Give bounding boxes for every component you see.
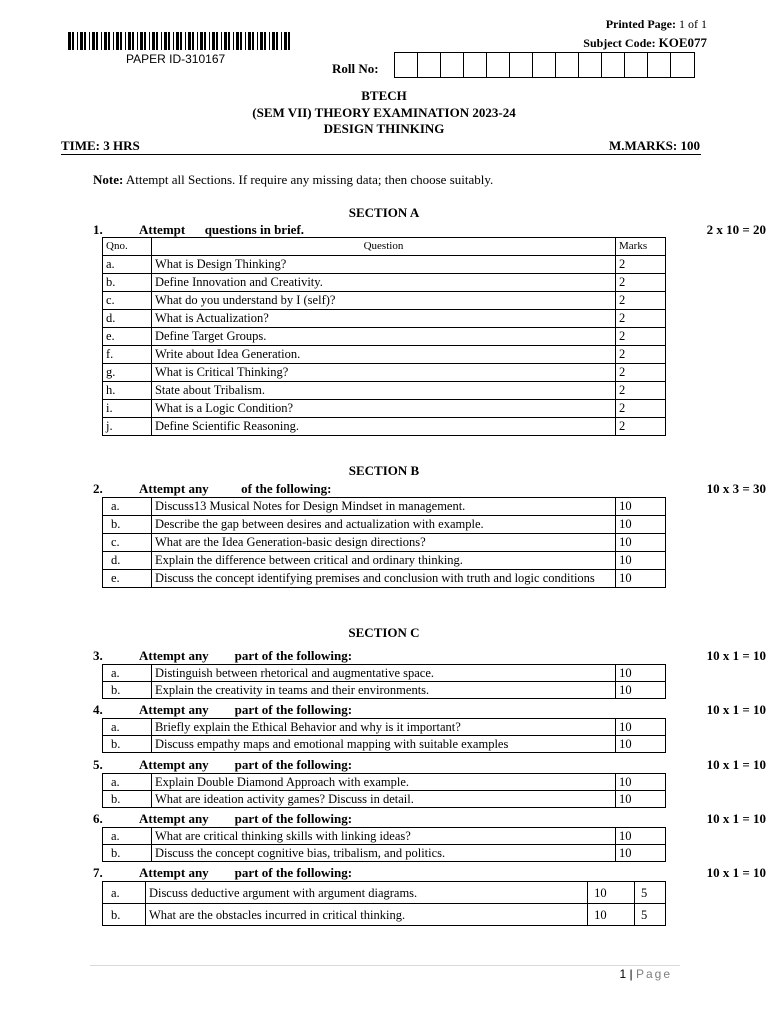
subject-code: [583, 35, 707, 51]
row-question: Explain the difference between critical and ordinary thinking.: [151, 552, 615, 570]
barcode-bar: [104, 32, 107, 50]
question-marks: 10 x 1 = 10: [706, 757, 766, 772]
row-marks: 10: [616, 682, 666, 699]
row-question: Discuss empathy maps and emotional mapping with suitable examples: [151, 736, 615, 753]
subject-title: DESIGN THINKING: [323, 121, 445, 136]
table-row: [103, 774, 666, 791]
row-question: Explain the creativity in teams and their environments.: [151, 682, 615, 699]
row-question: What is Critical Thinking?: [151, 364, 615, 382]
row-id: j.: [103, 418, 152, 436]
row-id: i.: [103, 400, 152, 418]
row-id: a.: [103, 828, 152, 845]
barcode-bar: [128, 32, 131, 50]
question-7-table: [102, 881, 666, 926]
barcode-bar: [236, 32, 239, 50]
question-1-heading: [93, 222, 766, 238]
header-rule: [61, 154, 701, 155]
row-marks: 2: [616, 382, 666, 400]
barcode-bar: [216, 32, 218, 50]
barcode-bar: [72, 32, 74, 50]
printed-page-value: 1 of 1: [679, 17, 707, 31]
section-c-heading: SECTION C: [348, 625, 420, 640]
question-marks: 10 x 1 = 10: [706, 648, 766, 663]
page-footer: [619, 967, 672, 981]
barcode-bar: [192, 32, 194, 50]
roll-no-box[interactable]: [487, 53, 510, 77]
row-marks: 2: [616, 328, 666, 346]
row-question: Discuss13 Musical Notes for Design Mindset in management.: [151, 498, 615, 516]
question-number: 2.: [93, 481, 103, 496]
table-row: [103, 292, 666, 310]
question-7-heading: [93, 865, 766, 881]
roll-no-box[interactable]: [441, 53, 464, 77]
row-question: What is Actualization?: [151, 310, 615, 328]
barcode-bar: [173, 32, 174, 50]
subject-code-value: KOE077: [658, 35, 707, 50]
barcode-bar: [209, 32, 210, 50]
barcode-bar: [248, 32, 251, 50]
row-id: a.: [103, 719, 152, 736]
header-question: Question: [151, 238, 615, 256]
exam-time: TIME: 3 HRS: [61, 138, 140, 153]
question-3-heading: [93, 648, 766, 664]
barcode-bar: [221, 32, 222, 50]
row-question: What are critical thinking skills with linking ideas?: [151, 828, 615, 845]
section-a-heading: SECTION A: [348, 205, 420, 220]
row-extra: 5: [635, 882, 666, 904]
barcode-bar: [284, 32, 287, 50]
header-qno: Qno.: [103, 238, 152, 256]
barcode-bar: [245, 32, 246, 50]
row-marks: 10: [616, 736, 666, 753]
barcode-bar: [233, 32, 234, 50]
barcode-bar: [156, 32, 158, 50]
question-4-heading: [93, 702, 766, 718]
barcode-bar: [84, 32, 86, 50]
table-row: [103, 570, 666, 588]
question-instruction: Attempt any part of the following:: [139, 811, 353, 826]
row-marks: 10: [616, 534, 666, 552]
row-marks: 2: [616, 274, 666, 292]
barcode-bar: [77, 32, 78, 50]
row-extra: 5: [635, 904, 666, 926]
question-instruction: Attempt any part of the following:: [139, 702, 353, 717]
barcode-bar: [260, 32, 263, 50]
question-3-table: [102, 664, 666, 699]
row-marks: 2: [616, 364, 666, 382]
question-marks: 10 x 1 = 10: [706, 865, 766, 880]
row-id: a.: [103, 498, 152, 516]
row-id: e.: [103, 570, 152, 588]
table-row: [103, 274, 666, 292]
question-instruction: Attempt any of the following:: [139, 481, 332, 496]
printed-page-label: Printed Page:: [605, 17, 676, 31]
roll-no-box[interactable]: [648, 53, 671, 77]
row-question: Define Target Groups.: [151, 328, 615, 346]
roll-no-box[interactable]: [395, 53, 418, 77]
barcode-bar: [180, 32, 182, 50]
barcode-bar: [276, 32, 278, 50]
row-marks: 10: [616, 498, 666, 516]
question-instruction: Attempt any part of the following:: [139, 865, 353, 880]
degree-title: BTECH: [361, 88, 407, 103]
table-row: [103, 845, 666, 862]
question-instruction: Attempt any part of the following:: [139, 648, 353, 663]
question-number: 1.: [93, 222, 103, 237]
row-marks: 2: [616, 400, 666, 418]
barcode-bar: [224, 32, 227, 50]
barcode-bar: [212, 32, 215, 50]
row-id: a.: [103, 774, 152, 791]
row-marks: 10: [616, 570, 666, 588]
row-marks: 10: [616, 774, 666, 791]
roll-no-box[interactable]: [602, 53, 625, 77]
page-number: 1: [619, 967, 627, 981]
row-id: d.: [103, 552, 152, 570]
paper-id: PAPER ID-310167: [126, 52, 226, 66]
row-id: b.: [103, 516, 152, 534]
barcode-bar: [161, 32, 162, 50]
roll-no-box[interactable]: [579, 53, 602, 77]
row-question: Discuss the concept cognitive bias, tribalism, and politics.: [151, 845, 615, 862]
exam-title: (SEM VII) THEORY EXAMINATION 2023-24: [252, 105, 516, 120]
row-id: c.: [103, 292, 152, 310]
roll-no-box[interactable]: [464, 53, 487, 77]
question-5-table: [102, 773, 666, 808]
max-marks: M.MARKS: 100: [609, 138, 700, 153]
table-row: [103, 665, 666, 682]
table-row: [103, 828, 666, 845]
row-id: a.: [103, 256, 152, 274]
question-6-table: [102, 827, 666, 862]
row-question: What are ideation activity games? Discuss in detail.: [151, 791, 615, 808]
table-row: [103, 736, 666, 753]
barcode-bar: [252, 32, 254, 50]
row-marks: 10: [616, 516, 666, 534]
question-2-heading: [93, 481, 766, 497]
barcode-bar: [272, 32, 275, 50]
row-question: Define Scientific Reasoning.: [151, 418, 615, 436]
barcode-bar: [176, 32, 179, 50]
question-marks: 10 x 3 = 30: [706, 481, 766, 496]
question-instruction: Attempt any part of the following:: [139, 757, 353, 772]
row-marks: 10: [588, 904, 635, 926]
row-id: f.: [103, 346, 152, 364]
barcode-bar: [228, 32, 230, 50]
row-question: Describe the gap between desires and actualization with example.: [151, 516, 615, 534]
roll-no-box[interactable]: [418, 53, 441, 77]
row-marks: 2: [616, 256, 666, 274]
row-marks: 10: [616, 665, 666, 682]
row-id: e.: [103, 328, 152, 346]
row-id: b.: [103, 845, 152, 862]
question-number: 3.: [93, 648, 103, 663]
barcode-bar: [188, 32, 191, 50]
barcode-bar: [281, 32, 282, 50]
barcode-bar: [197, 32, 198, 50]
roll-no-box[interactable]: [533, 53, 556, 77]
barcode-bar: [288, 32, 290, 50]
barcode-bar: [185, 32, 186, 50]
barcode-bar: [257, 32, 258, 50]
barcode-bar: [101, 32, 102, 50]
table-row: [103, 418, 666, 436]
row-marks: 2: [616, 310, 666, 328]
row-question: What is Design Thinking?: [151, 256, 615, 274]
table-row: [103, 552, 666, 570]
barcode-bar: [204, 32, 206, 50]
barcode-bar: [120, 32, 122, 50]
table-row: [103, 682, 666, 699]
question-marks: 2 x 10 = 20: [706, 222, 766, 237]
page-separator: |: [626, 967, 636, 981]
barcode-bar: [108, 32, 110, 50]
table-row: [103, 516, 666, 534]
table-row: [103, 310, 666, 328]
row-id: b.: [103, 791, 152, 808]
question-number: 4.: [93, 702, 103, 717]
roll-no-box[interactable]: [625, 53, 648, 77]
barcode-bar: [132, 32, 134, 50]
table-row: [103, 364, 666, 382]
roll-no-box[interactable]: [510, 53, 533, 77]
row-question: What do you understand by I (self)?: [151, 292, 615, 310]
roll-no-box[interactable]: [671, 53, 694, 77]
barcode-bar: [264, 32, 266, 50]
row-marks: 10: [616, 845, 666, 862]
question-marks: 10 x 1 = 10: [706, 811, 766, 826]
barcode-bar: [116, 32, 119, 50]
question-number: 6.: [93, 811, 103, 826]
row-marks: 10: [588, 882, 635, 904]
table-row: [103, 791, 666, 808]
barcode-bar: [92, 32, 95, 50]
barcode-bar: [89, 32, 90, 50]
row-marks: 10: [616, 552, 666, 570]
row-id: c.: [103, 534, 152, 552]
question-number: 7.: [93, 865, 103, 880]
barcode-bar: [269, 32, 270, 50]
row-id: b.: [103, 904, 146, 926]
table-row: [103, 400, 666, 418]
table-row: [103, 328, 666, 346]
row-marks: 2: [616, 292, 666, 310]
row-id: b.: [103, 736, 152, 753]
row-question: What are the obstacles incurred in critical thinking.: [145, 904, 587, 926]
roll-no-box[interactable]: [556, 53, 579, 77]
row-marks: 2: [616, 418, 666, 436]
row-question: State about Tribalism.: [151, 382, 615, 400]
table-row: [103, 382, 666, 400]
row-id: a.: [103, 882, 146, 904]
row-question: Explain Double Diamond Approach with example.: [151, 774, 615, 791]
row-question: Write about Idea Generation.: [151, 346, 615, 364]
row-id: b.: [103, 274, 152, 292]
row-marks: 2: [616, 346, 666, 364]
barcode-bar: [149, 32, 150, 50]
row-id: a.: [103, 665, 152, 682]
subject-code-label: Subject Code:: [583, 36, 656, 50]
section-b-table: [102, 497, 666, 588]
section-a-table: [102, 237, 666, 436]
printed-page: [606, 17, 707, 32]
row-marks: 10: [616, 791, 666, 808]
row-question: Briefly explain the Ethical Behavior and why is it important?: [151, 719, 615, 736]
table-row: [103, 719, 666, 736]
barcode-bar: [80, 32, 83, 50]
question-instruction: Attempt questions in brief.: [139, 222, 305, 237]
barcode-bar: [240, 32, 242, 50]
page-word: Page: [635, 967, 672, 981]
row-marks: 10: [616, 719, 666, 736]
note-text: Attempt all Sections. If require any missing data; then choose suitably.: [123, 172, 494, 187]
table-row: [103, 498, 666, 516]
row-id: d.: [103, 310, 152, 328]
barcode-bar: [68, 32, 71, 50]
section-b-heading: SECTION B: [348, 463, 420, 478]
barcode-bar: [168, 32, 170, 50]
barcode-bar: [164, 32, 167, 50]
table-row: [103, 256, 666, 274]
question-number: 5.: [93, 757, 103, 772]
note-label: Note:: [93, 172, 124, 187]
table-row: [103, 346, 666, 364]
barcode-bar: [144, 32, 146, 50]
table-row: [103, 904, 666, 926]
barcode-bar: [113, 32, 114, 50]
note: [93, 172, 493, 188]
row-question: What are the Idea Generation-basic design directions?: [151, 534, 615, 552]
row-id: h.: [103, 382, 152, 400]
header-marks: Marks: [616, 238, 666, 256]
table-row: [103, 882, 666, 904]
barcode-bar: [125, 32, 126, 50]
table-row: [103, 534, 666, 552]
row-question: Discuss deductive argument with argument diagrams.: [145, 882, 587, 904]
question-marks: 10 x 1 = 10: [706, 702, 766, 717]
row-question: What is a Logic Condition?: [151, 400, 615, 418]
roll-no-label: Roll No:: [332, 61, 379, 76]
barcode-bar: [137, 32, 138, 50]
barcode-bar: [96, 32, 98, 50]
row-marks: 10: [616, 828, 666, 845]
question-6-heading: [93, 811, 766, 827]
row-id: b.: [103, 682, 152, 699]
barcode-image: [68, 32, 294, 50]
row-question: Distinguish between rhetorical and augmentative space.: [151, 665, 615, 682]
roll-no-boxes: [394, 52, 695, 78]
barcode-bar: [200, 32, 203, 50]
row-id: g.: [103, 364, 152, 382]
footer-rule: [90, 965, 680, 966]
barcode-bar: [152, 32, 155, 50]
question-4-table: [102, 718, 666, 753]
question-5-heading: [93, 757, 766, 773]
row-question: Discuss the concept identifying premises and conclusion with truth and logic conditions: [151, 570, 615, 588]
row-question: Define Innovation and Creativity.: [151, 274, 615, 292]
barcode-bar: [140, 32, 143, 50]
